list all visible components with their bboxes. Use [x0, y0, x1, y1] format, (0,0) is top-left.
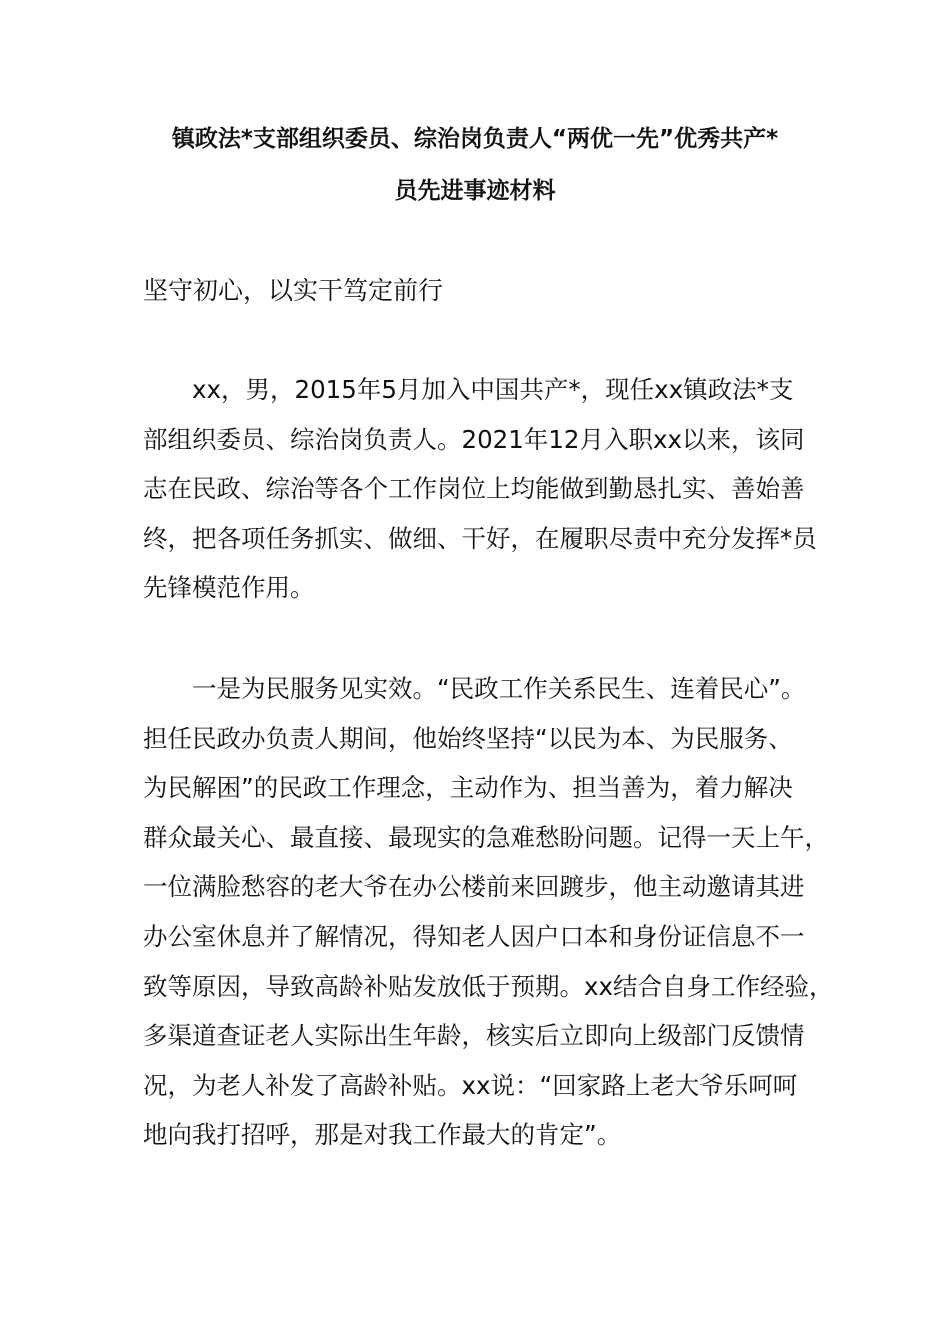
document-title-line-2: 员先进事迹材料	[394, 178, 556, 204]
document-subtitle: 坚守初心，以实干笃定前行	[143, 276, 444, 305]
paragraph-line: 地向我打招呼，那是对我工作最大的肯定”。	[143, 1120, 622, 1150]
paragraph-line: 部组织委员、综治岗负责人。2021年12月入职xx以来，该同	[143, 424, 805, 454]
document-title-line-1: 镇政法*支部组织委员、综治岗负责人“两优一先”优秀共产*	[171, 126, 779, 152]
paragraph-service	[143, 664, 834, 1160]
paragraph-line: 担任民政办负责人期间，他始终坚持“以民为本、为民服务、	[143, 723, 793, 753]
paragraph-line: 一是为民服务见实效。“民政工作关系民生、连着民心”。	[192, 674, 806, 703]
paragraph-intro	[143, 365, 823, 613]
paragraph-line: 终，把各项任务抓实、做细、干好，在履职尽责中充分发挥*员	[143, 523, 817, 553]
paragraph-line: 多渠道查证老人实际出生年龄，核实后立即向上级部门反馈情	[143, 1021, 805, 1051]
paragraph-line: 志在民政、综治等各个工作岗位上均能做到勤恳扎实、善始善	[143, 474, 805, 504]
paragraph-line: 办公室休息并了解情况，得知老人因户口本和身份证信息不一	[143, 921, 805, 951]
paragraph-line: xx，男，2015年5月加入中国共产*，现任xx镇政法*支	[192, 375, 794, 404]
paragraph-line: 群众最关心、最直接、最现实的急难愁盼问题。记得一天上午，	[143, 822, 829, 852]
paragraph-line: 况，为老人补发了高龄补贴。xx说：“回家路上老大爷乐呵呵	[143, 1070, 798, 1100]
paragraph-line: 一位满脸愁容的老大爷在办公楼前来回踱步，他主动邀请其进	[143, 872, 805, 902]
paragraph-line: 先锋模范作用。	[143, 573, 315, 603]
paragraph-line: 致等原因，导致高龄补贴发放低于预期。xx结合自身工作经验，	[143, 971, 834, 1001]
paragraph-line: 为民解困”的民政工作理念，主动作为、担当善为，着力解决	[143, 773, 793, 803]
